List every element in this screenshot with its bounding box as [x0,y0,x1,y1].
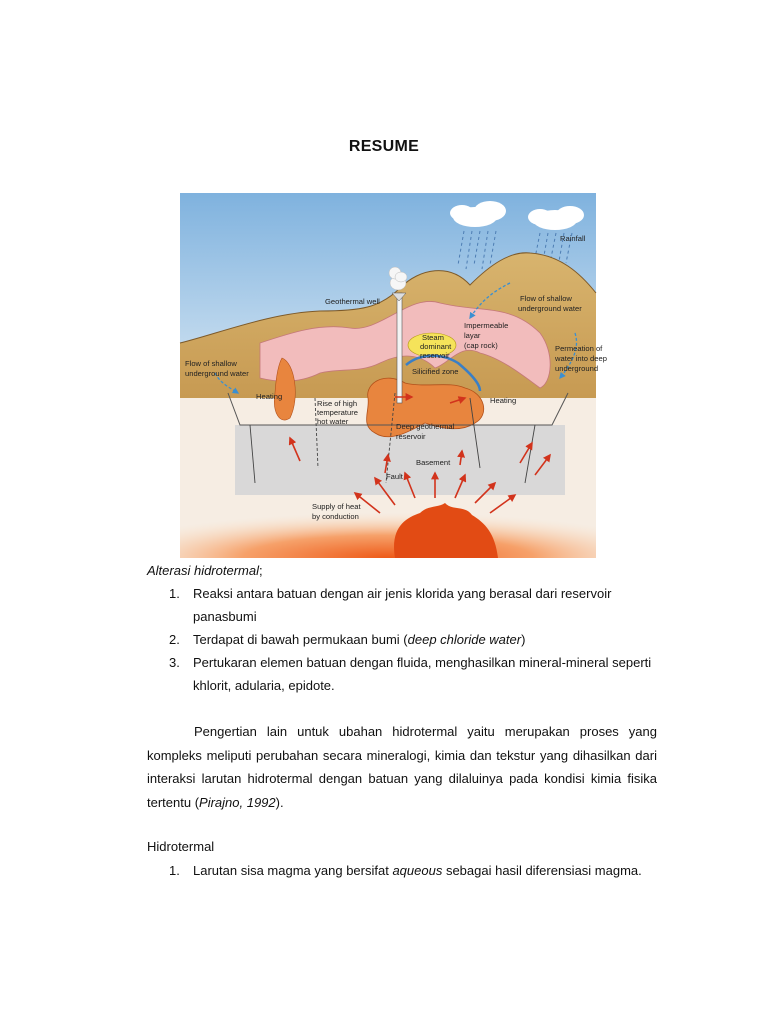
svg-text:Rise of high: Rise of high [317,399,358,408]
svg-text:layar: layar [464,331,481,340]
section-heading-alterasi: Alterasi hidrotermal; [147,563,263,578]
page-title: RESUME [348,138,420,155]
citation: Pirajno, 1992 [199,794,276,810]
svg-text:Geothermal well: Geothermal well [325,297,380,306]
svg-text:hot water: hot water [317,417,349,426]
svg-text:Heating: Heating [256,392,283,401]
svg-text:Silicified zone: Silicified zone [412,367,459,376]
section-heading-hidrotermal: Hidrotermal [147,839,215,854]
definition-paragraph: Pengertian lain untuk ubahan hidrotermal yaitu merupakan proses yang kompleks meliputi perubahan secara mineralogi, kimia dan tekstur yang dihasilkan dari interaksi larutan hidrotermal dengan batuan yang dilaluinya pada kondisi kimia fisika tertentu (Pirajno, 1992). [147,724,657,810]
svg-text:Rainfall: Rainfall [560,234,586,243]
svg-text:by conduction: by conduction [312,512,359,521]
svg-text:Fault: Fault [386,472,403,481]
list-item: 2. Terdapat di bawah permukaan bumi (deep chloride water) [169,632,526,647]
svg-text:Deep geothermal: Deep geothermal [396,422,455,431]
svg-text:underground water: underground water [518,304,582,313]
svg-text:Impermeable: Impermeable [464,321,509,330]
svg-text:Supply of heat: Supply of heat [312,502,361,511]
list-item: 1. Larutan sisa magma yang bersifat aqueous sebagai hasil diferensiasi magma. [169,863,642,878]
svg-text:underground water: underground water [185,369,249,378]
svg-text:temperature: temperature [317,408,358,417]
hidrotermal-list [147,859,657,882]
svg-text:reservoir: reservoir [396,432,426,441]
geothermal-well [397,293,402,403]
svg-text:water into deep: water into deep [555,354,607,363]
svg-text:Flow of shallow: Flow of shallow [520,294,572,303]
svg-text:Heating: Heating [490,396,517,405]
geothermal-system-diagram [180,193,607,558]
svg-text:Permeation of: Permeation of [555,344,603,353]
svg-text:dominant: dominant [420,342,452,351]
list-item: 1. Reaksi antara batuan dengan air jenis klorida yang berasal dari reservoir panasbumi [169,586,612,624]
svg-text:underground: underground [555,364,599,373]
svg-text:(cap rock): (cap rock) [464,341,498,350]
svg-text:Basement: Basement [416,458,451,467]
svg-text:Flow of shallow: Flow of shallow [185,359,237,368]
svg-text:reservoir: reservoir [420,351,450,360]
svg-text:Steam: Steam [422,333,444,342]
alterasi-list [147,582,657,697]
list-item: 3. Pertukaran elemen batuan dengan fluida, menghasilkan mineral-mineral seperti khlorit, adularia, epidote. [169,655,652,693]
